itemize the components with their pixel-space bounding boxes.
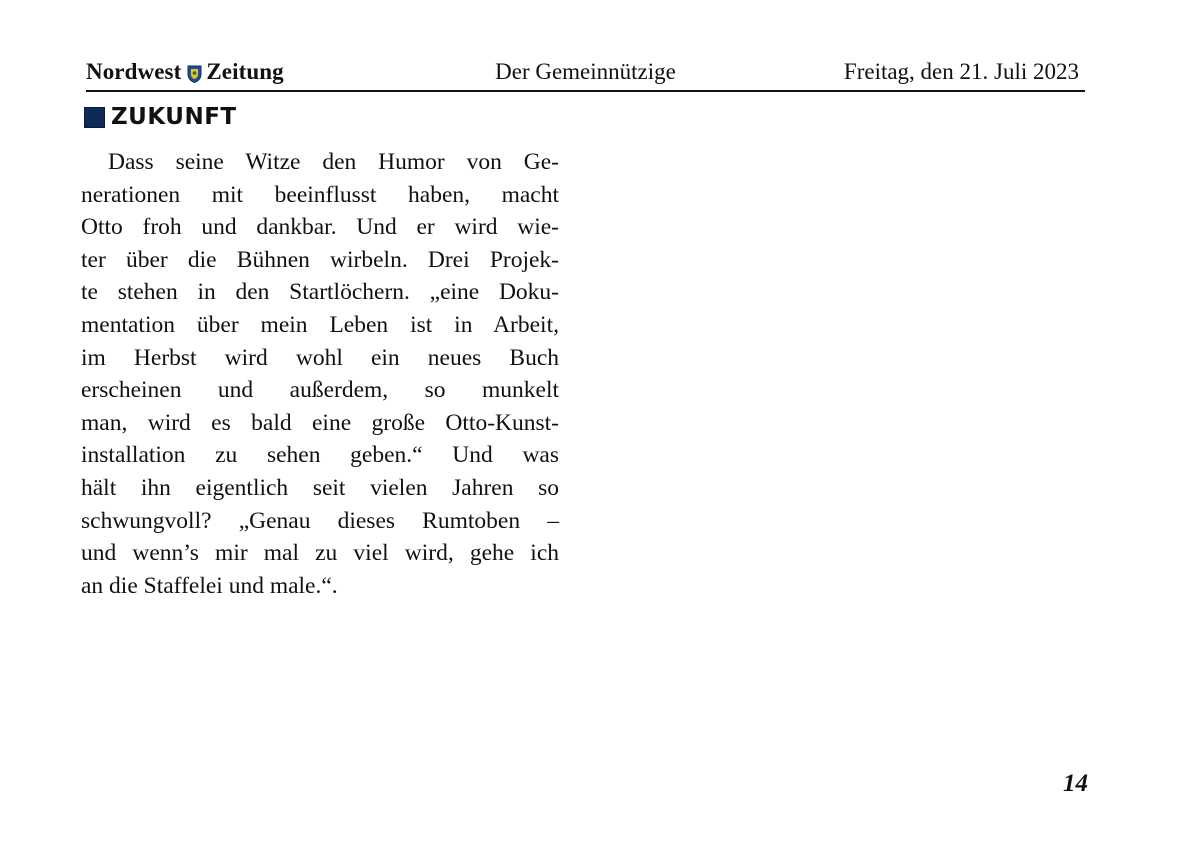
article-line: hält ihn eigentlich seit vielen Jahren so — [81, 474, 559, 501]
article-line: mentation über mein Leben ist in Arbeit, — [81, 311, 559, 338]
section-marker-icon — [84, 107, 105, 128]
header-center-title: Der Gemeinnützige — [495, 59, 676, 84]
section-heading — [84, 104, 237, 130]
article-line: Otto froh und dankbar. Und er wird wie- — [81, 214, 559, 241]
header-date: Freitag, den 21. Juli 2023 — [843, 59, 1079, 84]
article-line: Dass seine Witze den Humor von Ge- — [108, 149, 559, 175]
article-line: ter über die Bühnen wirbeln. Drei Projek- — [81, 246, 559, 273]
article-line: im Herbst wird wohl ein neues Buch — [81, 344, 559, 371]
article-line: an die Staffelei und male.“. — [81, 572, 338, 599]
masthead-right: Zeitung — [206, 59, 284, 84]
article-line: te stehen in den Startlöchern. „eine Doku- — [81, 279, 559, 306]
page-header — [86, 56, 1085, 88]
article-body — [81, 146, 559, 602]
header-rule — [86, 90, 1085, 92]
article-line: nerationen mit beeinflusst haben, macht — [81, 181, 559, 208]
article-line: und wenn’s mir mal zu viel wird, gehe ich — [81, 540, 559, 567]
page-number: 14 — [1063, 770, 1088, 797]
article-line: installation zu sehen geben.“ Und was — [81, 442, 559, 469]
masthead-left: Nordwest — [86, 59, 182, 84]
article-line: erscheinen und außerdem, so munkelt — [81, 377, 559, 404]
article-line: schwungvoll? „Genau dieses Rumtoben – — [81, 507, 559, 534]
article-line: man, wird es bald eine große Otto-Kunst- — [81, 409, 559, 436]
section-label: ZUKUNFT — [111, 104, 237, 130]
